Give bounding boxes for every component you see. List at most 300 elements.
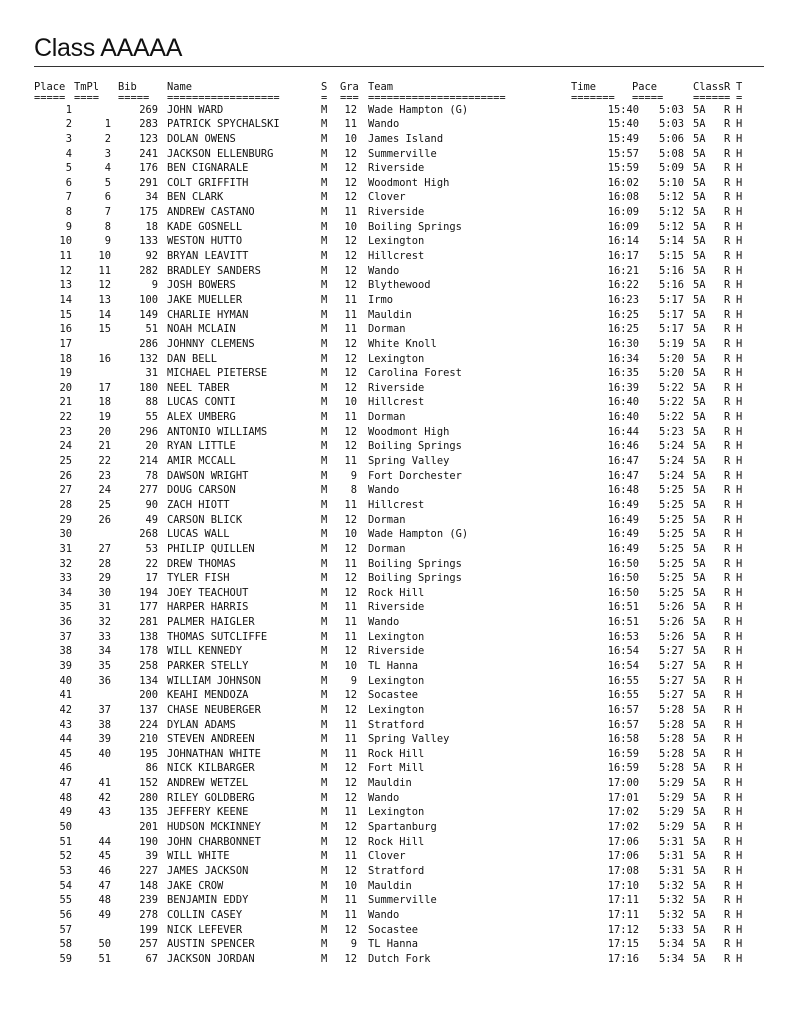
table-row — [34, 586, 743, 602]
time-cell: 16:35 — [607, 367, 639, 380]
sex-cell: M — [321, 352, 328, 365]
grade-cell: 12 — [344, 103, 357, 116]
table-row — [34, 337, 743, 353]
bib-cell: 49 — [145, 513, 158, 526]
grade-cell: 12 — [344, 162, 357, 175]
r-cell: R — [724, 659, 731, 672]
pace-cell: 5:27 — [658, 659, 684, 672]
pace-cell: 5:22 — [658, 411, 684, 424]
sex-cell: M — [321, 118, 328, 131]
r-cell: R — [724, 528, 731, 541]
pace-cell: 5:10 — [658, 176, 684, 189]
class-cell: 5A — [693, 381, 706, 394]
team-cell: Rock Hill — [368, 835, 425, 848]
runner-name-cell: PATRICK SPYCHALSKI — [167, 118, 280, 131]
r-cell: R — [724, 235, 731, 248]
runner-name-cell: DOLAN OWENS — [167, 132, 236, 145]
t-cell: H — [736, 293, 743, 306]
place-cell: 47 — [59, 777, 72, 790]
class-cell: 5A — [693, 469, 706, 482]
pace-cell: 5:03 — [658, 118, 684, 131]
class-cell: 5A — [693, 132, 706, 145]
place-cell: 51 — [59, 835, 72, 848]
t-cell: H — [736, 659, 743, 672]
team-place-cell: 43 — [98, 806, 111, 819]
sex-cell: M — [321, 308, 328, 321]
t-cell: H — [736, 220, 743, 233]
runner-name-cell: JOHN CHARBONNET — [167, 835, 261, 848]
team-place-cell: 15 — [98, 323, 111, 336]
time-cell: 16:40 — [607, 396, 639, 409]
place-cell: 55 — [59, 894, 72, 907]
team-place-cell: 42 — [98, 791, 111, 804]
sex-cell: M — [321, 381, 328, 394]
separator-grade: === — [340, 91, 359, 104]
table-row — [34, 601, 743, 616]
t-cell: H — [736, 747, 743, 760]
grade-cell: 12 — [344, 279, 357, 292]
sex-cell: M — [321, 572, 328, 585]
sex-cell: M — [321, 411, 328, 424]
bib-cell: 22 — [145, 557, 158, 570]
grade-cell: 10 — [344, 879, 357, 892]
t-cell: H — [736, 176, 743, 189]
team-place-cell: 28 — [98, 557, 111, 570]
table-row — [34, 381, 743, 397]
table-row — [34, 250, 743, 265]
pace-cell: 5:29 — [658, 821, 684, 834]
runner-name-cell: WILL KENNEDY — [167, 645, 243, 658]
place-cell: 7 — [65, 191, 72, 204]
place-cell: 11 — [59, 250, 72, 263]
table-row — [34, 455, 743, 470]
bib-cell: 199 — [139, 923, 158, 936]
bib-cell: 200 — [139, 689, 158, 702]
team-place-cell: 47 — [98, 879, 111, 892]
place-cell: 21 — [59, 396, 72, 409]
bib-cell: 137 — [139, 703, 158, 716]
grade-cell: 12 — [344, 337, 357, 350]
bib-cell: 282 — [139, 264, 158, 277]
team-cell: Rock Hill — [368, 747, 425, 760]
pace-cell: 5:31 — [658, 850, 684, 863]
sex-cell: M — [321, 777, 328, 790]
class-cell: 5A — [693, 733, 706, 746]
t-cell: H — [736, 498, 743, 511]
r-cell: R — [724, 206, 731, 219]
place-cell: 30 — [59, 528, 72, 541]
separator-bib: ===== — [118, 91, 150, 104]
t-cell: H — [736, 762, 743, 775]
sex-cell: M — [321, 718, 328, 731]
r-cell: R — [724, 176, 731, 189]
header-name: Name — [167, 81, 193, 93]
team-cell: Lexington — [368, 806, 425, 819]
table-row — [34, 938, 743, 953]
time-cell: 16:51 — [607, 601, 639, 614]
t-cell: H — [736, 542, 743, 555]
grade-cell: 11 — [344, 894, 357, 907]
grade-cell: 12 — [344, 835, 357, 848]
class-cell: 5A — [693, 513, 706, 526]
team-place-cell: 8 — [104, 220, 111, 233]
grade-cell: 11 — [344, 323, 357, 336]
time-cell: 16:22 — [607, 279, 639, 292]
class-cell: 5A — [693, 293, 706, 306]
time-cell: 16:47 — [607, 455, 639, 468]
sex-cell: M — [321, 747, 328, 760]
r-cell: R — [724, 777, 731, 790]
class-cell: 5A — [693, 220, 706, 233]
separator-team-place: ==== — [74, 91, 100, 104]
time-cell: 16:34 — [607, 352, 639, 365]
place-cell: 18 — [59, 352, 72, 365]
team-cell: Woodmont High — [368, 176, 450, 189]
sex-cell: M — [321, 674, 328, 687]
sex-cell: M — [321, 513, 328, 526]
header-time: Time — [571, 81, 597, 93]
class-cell: 5A — [693, 806, 706, 819]
runner-name-cell: JOHNATHAN WHITE — [167, 747, 261, 760]
sex-cell: M — [321, 293, 328, 306]
place-cell: 5 — [65, 162, 72, 175]
header-r: R — [724, 81, 731, 93]
team-place-cell: 46 — [98, 864, 111, 877]
pace-cell: 5:27 — [658, 674, 684, 687]
bib-cell: 67 — [145, 952, 158, 965]
grade-cell: 9 — [350, 469, 357, 482]
header-team: Team — [368, 81, 394, 93]
sex-cell: M — [321, 806, 328, 819]
runner-name-cell: JAKE MUELLER — [167, 293, 243, 306]
class-cell: 5A — [693, 835, 706, 848]
time-cell: 16:49 — [607, 498, 639, 511]
runner-name-cell: ANTONIO WILLIAMS — [167, 425, 268, 438]
t-cell: H — [736, 367, 743, 380]
bib-cell: 296 — [139, 425, 158, 438]
bib-cell: 92 — [145, 250, 158, 263]
r-cell: R — [724, 908, 731, 921]
time-cell: 17:01 — [607, 791, 639, 804]
t-cell: H — [736, 396, 743, 409]
sex-cell: M — [321, 542, 328, 555]
sex-cell: M — [321, 938, 328, 951]
r-cell: R — [724, 162, 731, 175]
pace-cell: 5:17 — [658, 308, 684, 321]
table-row — [34, 923, 743, 939]
time-cell: 16:49 — [607, 528, 639, 541]
t-cell: H — [736, 484, 743, 497]
table-row — [34, 469, 743, 485]
class-cell: 5A — [693, 586, 706, 599]
sex-cell: M — [321, 191, 328, 204]
class-cell: 5A — [693, 250, 706, 263]
time-cell: 17:15 — [607, 938, 639, 951]
team-cell: Lexington — [368, 630, 425, 643]
runner-name-cell: JAMES JACKSON — [167, 864, 249, 877]
table-row — [34, 557, 743, 573]
grade-cell: 12 — [344, 703, 357, 716]
team-place-cell: 9 — [104, 235, 111, 248]
team-cell: Socastee — [368, 923, 419, 936]
team-place-cell: 14 — [98, 308, 111, 321]
r-cell: R — [724, 850, 731, 863]
sex-cell: M — [321, 103, 328, 116]
team-cell: Clover — [368, 191, 406, 204]
team-cell: Woodmont High — [368, 425, 450, 438]
team-cell: Boiling Springs — [368, 220, 462, 233]
time-cell: 16:40 — [607, 411, 639, 424]
r-cell: R — [724, 118, 731, 131]
pace-cell: 5:25 — [658, 586, 684, 599]
team-cell: Spartanburg — [368, 821, 437, 834]
team-place-cell: 21 — [98, 440, 111, 453]
class-cell: 5A — [693, 630, 706, 643]
pace-cell: 5:27 — [658, 645, 684, 658]
runner-name-cell: MICHAEL PIETERSE — [167, 367, 268, 380]
class-cell: 5A — [693, 923, 706, 936]
team-place-cell: 22 — [98, 455, 111, 468]
r-cell: R — [724, 586, 731, 599]
t-cell: H — [736, 308, 743, 321]
pace-cell: 5:29 — [658, 806, 684, 819]
bib-cell: 55 — [145, 411, 158, 424]
time-cell: 16:09 — [607, 220, 639, 233]
table-row — [34, 791, 743, 807]
runner-name-cell: RILEY GOLDBERG — [167, 791, 255, 804]
pace-cell: 5:24 — [658, 440, 684, 453]
time-cell: 16:48 — [607, 484, 639, 497]
t-cell: H — [736, 674, 743, 687]
runner-name-cell: CHASE NEUBERGER — [167, 703, 261, 716]
time-cell: 15:40 — [607, 103, 639, 116]
time-cell: 16:44 — [607, 425, 639, 438]
team-place-cell: 44 — [98, 835, 111, 848]
pace-cell: 5:25 — [658, 484, 684, 497]
sex-cell: M — [321, 235, 328, 248]
t-cell: H — [736, 206, 743, 219]
place-cell: 33 — [59, 572, 72, 585]
grade-cell: 10 — [344, 528, 357, 541]
time-cell: 17:11 — [607, 908, 639, 921]
team-cell: Riverside — [368, 601, 425, 614]
table-row — [34, 411, 743, 426]
table-row — [34, 850, 743, 865]
t-cell: H — [736, 337, 743, 350]
team-cell: Dorman — [368, 411, 406, 424]
separator-name: ================== — [167, 91, 280, 104]
class-cell: 5A — [693, 894, 706, 907]
table-row — [34, 528, 743, 543]
team-place-cell: 7 — [104, 206, 111, 219]
t-cell: H — [736, 806, 743, 819]
grade-cell: 9 — [350, 674, 357, 687]
time-cell: 16:59 — [607, 762, 639, 775]
place-cell: 28 — [59, 498, 72, 511]
team-cell: Clover — [368, 850, 406, 863]
team-place-cell: 1 — [104, 118, 111, 131]
place-cell: 6 — [65, 176, 72, 189]
time-cell: 17:11 — [607, 894, 639, 907]
grade-cell: 11 — [344, 747, 357, 760]
grade-cell: 9 — [350, 938, 357, 951]
r-cell: R — [724, 103, 731, 116]
team-place-cell: 4 — [104, 162, 111, 175]
grade-cell: 10 — [344, 220, 357, 233]
pace-cell: 5:31 — [658, 835, 684, 848]
t-cell: H — [736, 572, 743, 585]
table-row — [34, 894, 743, 909]
r-cell: R — [724, 220, 731, 233]
time-cell: 16:09 — [607, 206, 639, 219]
grade-cell: 12 — [344, 777, 357, 790]
grade-cell: 12 — [344, 352, 357, 365]
r-cell: R — [724, 293, 731, 306]
grade-cell: 12 — [344, 235, 357, 248]
team-place-cell: 13 — [98, 293, 111, 306]
time-cell: 16:57 — [607, 703, 639, 716]
bib-cell: 100 — [139, 293, 158, 306]
class-cell: 5A — [693, 308, 706, 321]
bib-cell: 34 — [145, 191, 158, 204]
runner-name-cell: COLT GRIFFITH — [167, 176, 249, 189]
time-cell: 16:17 — [607, 250, 639, 263]
grade-cell: 11 — [344, 908, 357, 921]
class-cell: 5A — [693, 337, 706, 350]
sex-cell: M — [321, 864, 328, 877]
class-cell: 5A — [693, 791, 706, 804]
class-cell: 5A — [693, 396, 706, 409]
runner-name-cell: WESTON HUTTO — [167, 235, 243, 248]
sex-cell: M — [321, 791, 328, 804]
separator-pace: ===== — [632, 91, 664, 104]
bib-cell: 214 — [139, 455, 158, 468]
place-cell: 17 — [59, 337, 72, 350]
grade-cell: 11 — [344, 616, 357, 629]
class-cell: 5A — [693, 528, 706, 541]
separator-t: = — [736, 91, 743, 104]
team-cell: Boiling Springs — [368, 557, 462, 570]
grade-cell: 12 — [344, 250, 357, 263]
t-cell: H — [736, 250, 743, 263]
team-cell: Riverside — [368, 162, 425, 175]
time-cell: 17:10 — [607, 879, 639, 892]
pace-cell: 5:17 — [658, 293, 684, 306]
header-t: T — [736, 81, 743, 93]
table-row — [34, 835, 743, 851]
t-cell: H — [736, 689, 743, 702]
place-cell: 42 — [59, 703, 72, 716]
class-cell: 5A — [693, 367, 706, 380]
table-row — [34, 396, 743, 411]
place-cell: 50 — [59, 821, 72, 834]
bib-cell: 268 — [139, 528, 158, 541]
class-cell: 5A — [693, 411, 706, 424]
team-cell: Irmo — [368, 293, 394, 306]
t-cell: H — [736, 850, 743, 863]
r-cell: R — [724, 835, 731, 848]
t-cell: H — [736, 894, 743, 907]
pace-cell: 5:08 — [658, 147, 684, 160]
grade-cell: 12 — [344, 440, 357, 453]
time-cell: 16:25 — [607, 323, 639, 336]
table-row — [34, 206, 743, 221]
sex-cell: M — [321, 162, 328, 175]
pace-cell: 5:20 — [658, 367, 684, 380]
grade-cell: 12 — [344, 542, 357, 555]
place-cell: 19 — [59, 367, 72, 380]
time-cell: 17:06 — [607, 835, 639, 848]
team-place-cell: 20 — [98, 425, 111, 438]
place-cell: 8 — [65, 206, 72, 219]
time-cell: 15:49 — [607, 132, 639, 145]
team-place-cell: 12 — [98, 279, 111, 292]
header-place: Place — [34, 81, 66, 93]
table-row — [34, 220, 743, 236]
results-table — [34, 80, 743, 967]
time-cell: 16:58 — [607, 733, 639, 746]
pace-cell: 5:20 — [658, 352, 684, 365]
place-cell: 46 — [59, 762, 72, 775]
r-cell: R — [724, 411, 731, 424]
place-cell: 53 — [59, 864, 72, 877]
table-row — [34, 777, 743, 792]
table-row — [34, 132, 743, 148]
team-place-cell: 50 — [98, 938, 111, 951]
bib-cell: 135 — [139, 806, 158, 819]
class-cell: 5A — [693, 762, 706, 775]
place-cell: 54 — [59, 879, 72, 892]
bib-cell: 178 — [139, 645, 158, 658]
team-place-cell: 2 — [104, 132, 111, 145]
runner-name-cell: DREW THOMAS — [167, 557, 236, 570]
table-row — [34, 806, 743, 821]
grade-cell: 12 — [344, 762, 357, 775]
runner-name-cell: BEN CLARK — [167, 191, 224, 204]
sex-cell: M — [321, 440, 328, 453]
table-row — [34, 425, 743, 441]
table-row — [34, 616, 743, 631]
grade-cell: 11 — [344, 718, 357, 731]
table-row — [34, 572, 743, 587]
sex-cell: M — [321, 279, 328, 292]
team-place-cell: 5 — [104, 176, 111, 189]
sex-cell: M — [321, 455, 328, 468]
team-cell: TL Hanna — [368, 659, 419, 672]
team-place-cell: 23 — [98, 469, 111, 482]
r-cell: R — [724, 733, 731, 746]
grade-cell: 12 — [344, 191, 357, 204]
bib-cell: 148 — [139, 879, 158, 892]
class-cell: 5A — [693, 206, 706, 219]
table-row — [34, 147, 743, 163]
team-place-cell: 19 — [98, 411, 111, 424]
team-cell: Spring Valley — [368, 733, 450, 746]
runner-name-cell: ZACH HIOTT — [167, 498, 230, 511]
runner-name-cell: NEEL TABER — [167, 381, 230, 394]
time-cell: 17:16 — [607, 952, 639, 965]
r-cell: R — [724, 864, 731, 877]
r-cell: R — [724, 762, 731, 775]
table-row — [34, 762, 743, 777]
class-cell: 5A — [693, 235, 706, 248]
time-cell: 16:25 — [607, 308, 639, 321]
team-place-cell: 29 — [98, 572, 111, 585]
class-cell: 5A — [693, 689, 706, 702]
separator-sex: = — [321, 91, 328, 104]
header-sex: S — [321, 81, 328, 93]
team-place-cell: 24 — [98, 484, 111, 497]
